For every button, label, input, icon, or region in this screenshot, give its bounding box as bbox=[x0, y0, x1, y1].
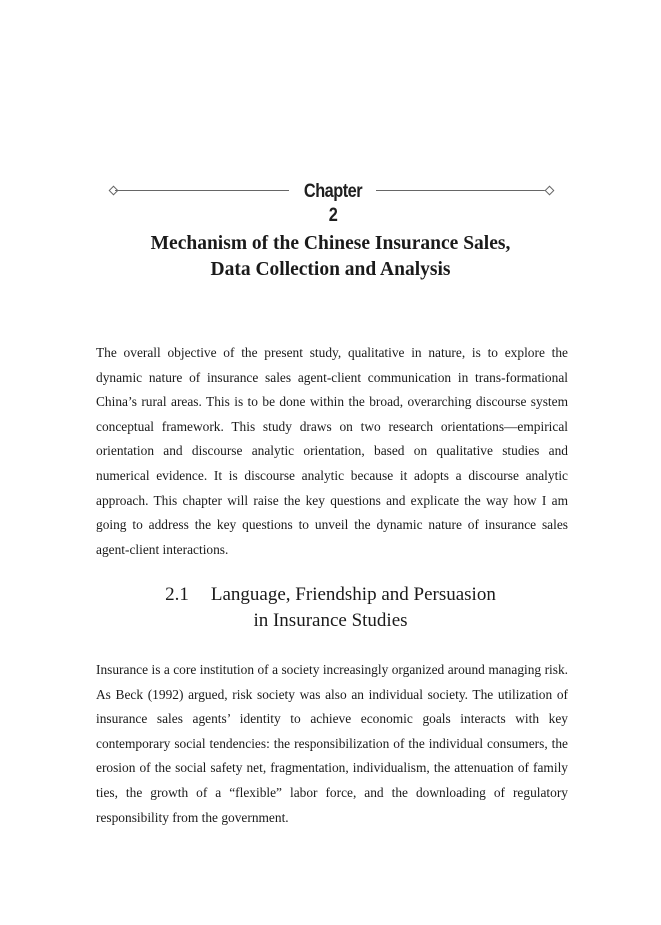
chapter-title-line-2: Data Collection and Analysis bbox=[210, 259, 451, 280]
section-number: 2.1 bbox=[165, 584, 189, 605]
right-diamond-ornament bbox=[545, 186, 555, 196]
section-title-line-2: in Insurance Studies bbox=[253, 610, 408, 631]
left-rule-line bbox=[115, 190, 289, 191]
section-title-line-1: Language, Friendship and Persuasion bbox=[210, 584, 496, 605]
chapter-label: Chapter 2 bbox=[303, 181, 363, 226]
chapter-title bbox=[60, 231, 601, 283]
chapter-label-ornament bbox=[110, 180, 554, 226]
intro-paragraph: The overall objective of the present study, qualitative in nature, is to explore the dynamic nature of insurance sales agent-client communication in trans-formational China’s rural areas. This is to be done within the broad, overarching discourse system conceptual framework. This study draws on two research orientations—empirical orientation and discourse analytic orientation, based on qualitative studies and numerical evidence. It is discourse analytic because it adopts a discourse analytic approach. This chapter will raise the key questions and explicate the way how I am going to address the key questions to unveil the dynamic nature of insurance sales agent-client interactions. bbox=[96, 345, 568, 557]
section-heading bbox=[60, 582, 601, 634]
chapter-title-line-1: Mechanism of the Chinese Insurance Sales, bbox=[150, 233, 511, 254]
section-paragraph: Insurance is a core institution of a society increasingly organized around managing risk. As Beck (1992) argued, risk society was also an individual society. The utilization of insurance sales agents’ identity to achieve economic goals interacts with key contemporary social tendencies: the responsibilization of the individual consumers, the erosion of the social safety net, fragmentation, individualism, the attenuation of family ties, the growth of a “flexible” labor force, and the downloading of regulatory responsibility from the government. bbox=[96, 662, 568, 825]
right-rule-line bbox=[376, 190, 548, 191]
section-heading-line-1 bbox=[60, 582, 601, 608]
